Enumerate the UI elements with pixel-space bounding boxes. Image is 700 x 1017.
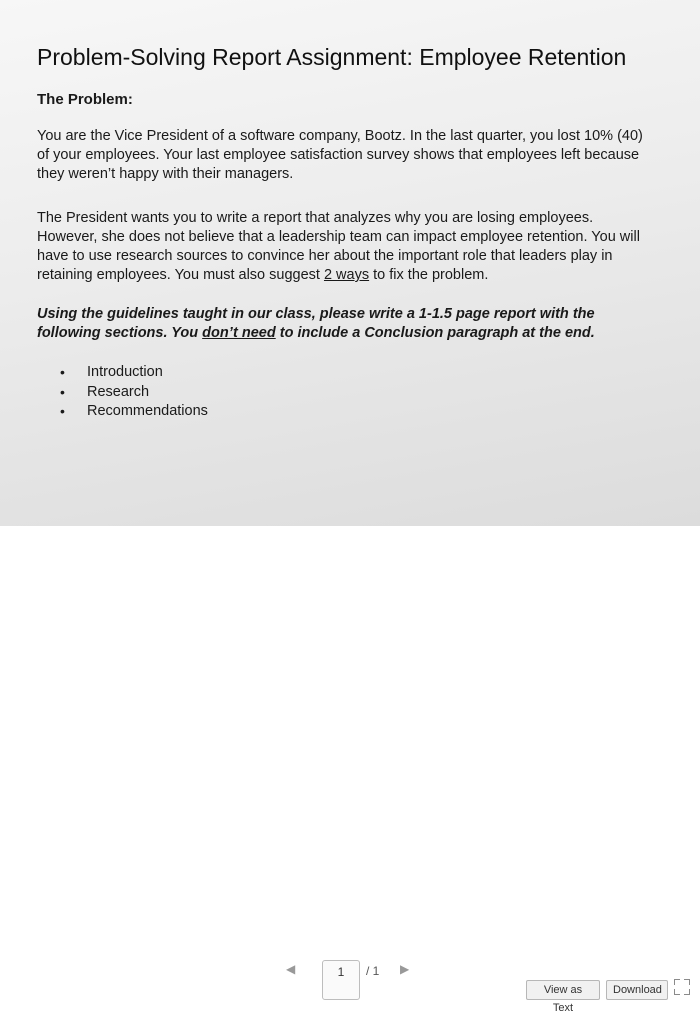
download-button[interactable]: Download (606, 980, 668, 1000)
paragraph-president-text-b: to fix the problem. (369, 267, 489, 283)
paragraph-guidelines-text-b: to include a Conclusion paragraph at the end. (275, 325, 595, 341)
fullscreen-icon[interactable] (672, 977, 692, 997)
dont-need-underlined: don’t need (202, 325, 276, 341)
paragraph-president (37, 209, 657, 285)
list-item: • Introduction (60, 363, 208, 383)
document-title: Problem-Solving Report Assignment: Employee Retention (37, 44, 627, 70)
page-total: / 1 (366, 964, 380, 978)
viewer-toolbar (0, 474, 700, 1014)
list-item: • Research (60, 383, 208, 403)
paragraph-president-text-a: The President wants you to write a report that analyzes why you are losing employees. However, she does not believe that a leadership team can impact employee retention. You will have to use research sources to convince her about the important role that leaders play in retaining employees. You must also suggest (37, 210, 640, 283)
page-number-input[interactable]: 1 (322, 960, 360, 1000)
list-item: • Recommendations (60, 402, 208, 422)
view-as-text-button[interactable]: View as Text (526, 980, 600, 1000)
previous-page-icon[interactable]: ◀ (286, 962, 296, 976)
paragraph-guidelines (37, 305, 657, 343)
sections-list (60, 363, 208, 422)
problem-heading: The Problem: (37, 91, 133, 108)
next-page-icon[interactable]: ▶ (400, 962, 410, 976)
two-ways-underlined: 2 ways (323, 267, 370, 283)
paragraph-problem: You are the Vice President of a software company, Bootz. In the last quarter, you lost 10% (40) of your employees. Your last employee satisfaction survey shows that employees left because they weren’t happy with their managers. (37, 128, 643, 182)
paragraph-guidelines-text-a: Using the guidelines taught in our class, please write a 1-1.5 page report with the following sections. You (37, 306, 595, 341)
